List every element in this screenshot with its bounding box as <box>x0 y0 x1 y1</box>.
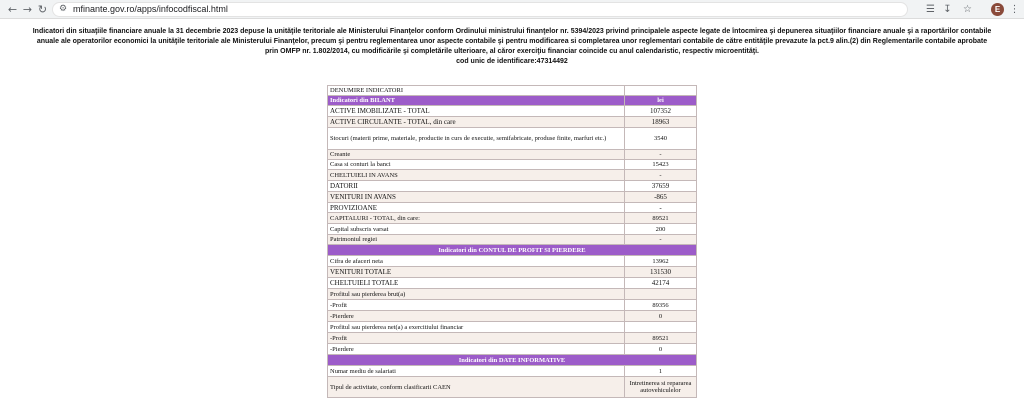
site-settings-icon[interactable]: ⚙ <box>59 4 68 14</box>
table-row: VENITURI IN AVANS -865 <box>328 192 697 203</box>
table-row: PROVIZIOANE - <box>328 203 697 213</box>
table-row: Creante - <box>328 150 697 160</box>
table-row: VENITURI TOTALE 131530 <box>328 267 697 278</box>
table-row: -Pierdere 0 <box>328 311 697 322</box>
table-row: Cifra de afaceri neta 13962 <box>328 256 697 267</box>
table-row: -Profit 89521 <box>328 333 697 344</box>
address-bar[interactable] <box>52 2 908 17</box>
section-profit <box>328 245 697 256</box>
table-row: CAPITALURI - TOTAL, din care: 89521 <box>328 213 697 224</box>
table-row: DATORII 37659 <box>328 181 697 192</box>
section-info <box>328 355 697 366</box>
section-bilant <box>328 96 697 106</box>
table-row: CHELTUIELI IN AVANS - <box>328 170 697 181</box>
page-header <box>0 27 1024 67</box>
table-row: CHELTUIELI TOTALE 42174 <box>328 278 697 289</box>
section-title: Indicatori din BILANT <box>328 96 625 106</box>
table-row: Numar mediu de salariati 1 <box>328 366 697 377</box>
table-row: Patrimoniul regiei - <box>328 235 697 245</box>
browser-toolbar <box>0 0 1024 19</box>
section-title: Indicatori din CONTUL DE PROFIT SI PIERDERE <box>328 245 697 256</box>
bookmark-star-icon[interactable]: ☆ <box>963 4 972 15</box>
header-line-3: prin OMFP nr. 1.802/2014, cu modificările şi completările ulterioare, al căror exerciţiu financiar coincide cu anul calendaristic, respectiv microentităţi. <box>265 48 759 55</box>
unit-label: lei <box>625 96 697 106</box>
column-header: DENUMIRE INDICATORI <box>328 86 625 96</box>
profile-avatar[interactable]: E <box>991 3 1004 16</box>
menu-kebab-icon[interactable]: ⋮ <box>1009 4 1020 15</box>
back-icon[interactable]: ← <box>7 3 18 16</box>
table-row: -Pierdere 0 <box>328 344 697 355</box>
url-text[interactable]: mfinante.gov.ro/apps/infocodfiscal.html <box>73 4 228 14</box>
download-icon[interactable]: ↧ <box>943 4 952 15</box>
forward-icon[interactable]: → <box>22 3 33 16</box>
table-row: -Profit 89356 <box>328 300 697 311</box>
table-row: Tipul de activitate, conform clasificarii CAEN Intretinerea si repararea autovehiculelor <box>328 377 697 398</box>
section-title: Indicatori din DATE INFORMATIVE <box>328 355 697 366</box>
header-line-2: anuale ale operatorilor economici la unităţile teritoriale ale Ministerului Finanţelor, precum şi pentru reglementarea unor aspecte contabile şi pentru modificarea si completarea unor reglementari contabile de către entităţile prevazute la pct.9 alin.(2) din Reglementarile contabile aprobate <box>36 38 988 45</box>
reload-icon[interactable]: ↻ <box>37 3 48 16</box>
table-row: Profitul sau pierderea brut(a) <box>328 289 697 300</box>
table-header-row <box>328 86 697 96</box>
indicators-table <box>327 85 697 398</box>
table-row: Stocuri (materii prime, materiale, productie in curs de executie, semifabricate, produse finite, marfuri etc.) 3540 <box>328 128 697 150</box>
table-row: Capital subscris varsat 200 <box>328 224 697 235</box>
header-line-1: Indicatori din situaţiile financiare anuale la 31 decembrie 2023 depuse la unităţile teritoriale ale Ministerului Finanţelor conform Ordinului ministrului finanţelor nr. 5394/2023 privind principalele aspecte legate de întocmirea şi depunerea situaţiilor financiare anuale şi a raportărilor contabile <box>32 28 992 35</box>
table-row: Casa si conturi la banci 15423 <box>328 160 697 170</box>
table-row: ACTIVE IMOBILIZATE - TOTAL 107352 <box>328 106 697 117</box>
translate-icon[interactable]: ☰ <box>926 4 935 15</box>
table-row: ACTIVE CIRCULANTE - TOTAL, din care 18963 <box>328 117 697 128</box>
fiscal-code: cod unic de identificare:47314492 <box>456 58 568 65</box>
table-row: Profitul sau pierderea net(a) a exercitiului financiar <box>328 322 697 333</box>
